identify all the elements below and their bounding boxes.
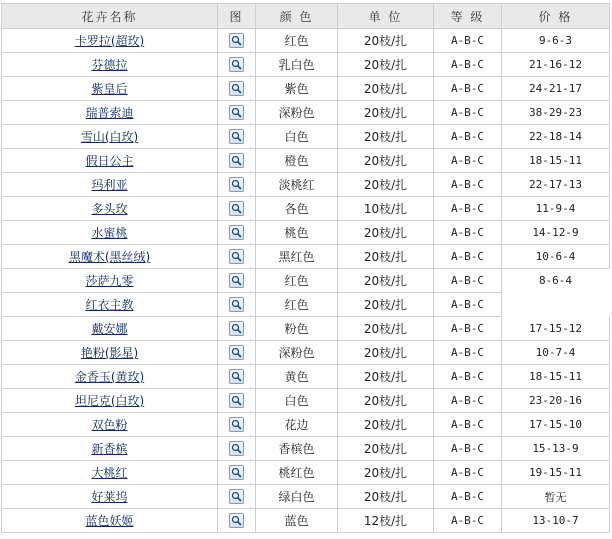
unit-cell: 20枝/扎 (338, 101, 434, 125)
image-cell (218, 389, 256, 413)
flower-name-link[interactable]: 红衣主教 (85, 298, 134, 312)
unit-cell: 20枝/扎 (338, 341, 434, 365)
flower-name-cell (2, 509, 218, 533)
price-cell: 17-15-10 (502, 413, 610, 437)
table-row (2, 101, 610, 125)
magnifier-icon[interactable] (229, 321, 244, 336)
price-cell: 9-6-3 (502, 29, 610, 53)
image-cell (218, 125, 256, 149)
color-cell: 红色 (256, 293, 338, 317)
grade-cell: A-B-C (434, 341, 502, 365)
table-row (2, 269, 610, 293)
unit-cell: 20枝/扎 (338, 269, 434, 293)
price-cell: 15-13-9 (502, 437, 610, 461)
flower-name-link[interactable]: 芬德拉 (91, 58, 128, 72)
table-row (2, 125, 610, 149)
grade-cell: A-B-C (434, 365, 502, 389)
magnifier-icon[interactable] (229, 441, 244, 456)
unit-cell: 20枝/扎 (338, 293, 434, 317)
color-cell: 黄色 (256, 365, 338, 389)
unit-cell: 20枝/扎 (338, 461, 434, 485)
color-cell: 深粉色 (256, 101, 338, 125)
unit-cell: 12枝/扎 (338, 509, 434, 533)
magnifier-icon[interactable] (229, 297, 244, 312)
flower-name-cell (2, 53, 218, 77)
magnifier-icon[interactable] (229, 393, 244, 408)
unit-cell: 20枝/扎 (338, 149, 434, 173)
price-cell: 8-6-4 (502, 269, 610, 317)
magnifier-icon[interactable] (229, 249, 244, 264)
magnifier-icon[interactable] (229, 489, 244, 504)
flower-name-link[interactable]: 水蜜桃 (91, 226, 128, 240)
grade-cell: A-B-C (434, 269, 502, 293)
header-price: 价 格 (502, 4, 610, 29)
image-cell (218, 149, 256, 173)
flower-name-link[interactable]: 瑞普索迪 (85, 106, 134, 120)
color-cell: 红色 (256, 29, 338, 53)
flower-name-cell (2, 221, 218, 245)
unit-cell: 20枝/扎 (338, 29, 434, 53)
table-row (2, 509, 610, 533)
flower-name-link[interactable]: 黑魔术(黑丝绒) (68, 250, 151, 264)
price-cell: 11-9-4 (502, 197, 610, 221)
flower-name-cell (2, 197, 218, 221)
magnifier-icon[interactable] (229, 81, 244, 96)
unit-cell: 10枝/扎 (338, 197, 434, 221)
price-cell: 24-21-17 (502, 77, 610, 101)
price-cell: 18-15-11 (502, 365, 610, 389)
price-cell: 23-20-16 (502, 389, 610, 413)
magnifier-icon[interactable] (229, 153, 244, 168)
grade-cell: A-B-C (434, 197, 502, 221)
grade-cell: A-B-C (434, 29, 502, 53)
image-cell (218, 269, 256, 293)
color-cell: 花边 (256, 413, 338, 437)
flower-name-cell (2, 125, 218, 149)
unit-cell: 20枝/扎 (338, 437, 434, 461)
price-cell: 17-15-12 (502, 317, 610, 341)
flower-name-cell (2, 389, 218, 413)
magnifier-icon[interactable] (229, 369, 244, 384)
table-row (2, 29, 610, 53)
table-row (2, 317, 610, 341)
image-cell (218, 437, 256, 461)
unit-cell: 20枝/扎 (338, 389, 434, 413)
price-cell: 22-17-13 (502, 173, 610, 197)
flower-name-cell (2, 413, 218, 437)
color-cell: 淡桃红 (256, 173, 338, 197)
grade-cell: A-B-C (434, 221, 502, 245)
grade-cell: A-B-C (434, 413, 502, 437)
table-row (2, 245, 610, 269)
magnifier-icon[interactable] (229, 57, 244, 72)
grade-cell: A-B-C (434, 293, 502, 317)
unit-cell: 20枝/扎 (338, 173, 434, 197)
flower-name-link[interactable]: 紫皇后 (91, 82, 128, 96)
header-color: 颜 色 (256, 4, 338, 29)
color-cell: 紫色 (256, 77, 338, 101)
flower-name-link[interactable]: 好莱坞 (91, 490, 128, 504)
flower-name-link[interactable]: 金香玉(黄玫) (74, 370, 145, 384)
flower-name-link[interactable]: 假日公主 (85, 154, 134, 168)
unit-cell: 20枝/扎 (338, 317, 434, 341)
table-row (2, 437, 610, 461)
color-cell: 乳白色 (256, 53, 338, 77)
flower-price-table (1, 3, 610, 533)
header-image: 图 (218, 4, 256, 29)
color-cell: 绿白色 (256, 485, 338, 509)
price-cell: 21-16-12 (502, 53, 610, 77)
color-cell: 粉色 (256, 317, 338, 341)
price-cell: 38-29-23 (502, 101, 610, 125)
flower-name-link[interactable]: 双色粉 (91, 418, 128, 432)
header-grade: 等 级 (434, 4, 502, 29)
magnifier-icon[interactable] (229, 465, 244, 480)
unit-cell: 20枝/扎 (338, 125, 434, 149)
flower-name-link[interactable]: 戴安娜 (91, 322, 128, 336)
image-cell (218, 365, 256, 389)
grade-cell: A-B-C (434, 509, 502, 533)
magnifier-icon[interactable] (229, 417, 244, 432)
magnifier-icon[interactable] (229, 105, 244, 120)
image-cell (218, 485, 256, 509)
unit-cell: 20枝/扎 (338, 245, 434, 269)
flower-name-link[interactable]: 蓝色妖姬 (85, 514, 134, 528)
flower-name-link[interactable]: 大桃红 (91, 466, 128, 480)
color-cell: 白色 (256, 389, 338, 413)
grade-cell: A-B-C (434, 461, 502, 485)
color-cell: 黑红色 (256, 245, 338, 269)
flower-name-link[interactable]: 卡罗拉(超玫) (74, 34, 145, 48)
flower-name-link[interactable]: 艳粉(影星) (80, 346, 139, 360)
header-unit: 单 位 (338, 4, 434, 29)
flower-name-cell (2, 29, 218, 53)
grade-cell: A-B-C (434, 101, 502, 125)
image-cell (218, 461, 256, 485)
grade-cell: A-B-C (434, 437, 502, 461)
magnifier-icon[interactable] (229, 273, 244, 288)
unit-cell: 20枝/扎 (338, 77, 434, 101)
price-cell: 19-15-11 (502, 461, 610, 485)
price-cell: 14-12-9 (502, 221, 610, 245)
unit-cell: 20枝/扎 (338, 221, 434, 245)
flower-name-link[interactable]: 坦尼克(白玫) (74, 394, 145, 408)
grade-cell: A-B-C (434, 389, 502, 413)
color-cell: 红色 (256, 269, 338, 293)
color-cell: 桃红色 (256, 461, 338, 485)
flower-name-cell (2, 77, 218, 101)
image-cell (218, 413, 256, 437)
unit-cell: 20枝/扎 (338, 53, 434, 77)
table-row (2, 221, 610, 245)
flower-name-link[interactable]: 玛利亚 (91, 178, 128, 192)
table-row (2, 413, 610, 437)
price-cell: 22-18-14 (502, 125, 610, 149)
unit-cell: 20枝/扎 (338, 485, 434, 509)
flower-name-cell (2, 173, 218, 197)
color-cell: 桃色 (256, 221, 338, 245)
grade-cell: A-B-C (434, 485, 502, 509)
image-cell (218, 221, 256, 245)
table-row (2, 341, 610, 365)
table-row (2, 461, 610, 485)
color-cell: 蓝色 (256, 509, 338, 533)
image-cell (218, 509, 256, 533)
image-cell (218, 29, 256, 53)
table-row (2, 389, 610, 413)
table-row (2, 485, 610, 509)
magnifier-icon[interactable] (229, 513, 244, 528)
image-cell (218, 101, 256, 125)
magnifier-icon[interactable] (229, 33, 244, 48)
flower-name-link[interactable]: 新香槟 (91, 442, 128, 456)
flower-name-cell (2, 101, 218, 125)
flower-name-cell (2, 293, 218, 317)
flower-name-cell (2, 341, 218, 365)
price-cell: 10-7-4 (502, 341, 610, 365)
magnifier-icon[interactable] (229, 225, 244, 240)
image-cell (218, 173, 256, 197)
grade-cell: A-B-C (434, 125, 502, 149)
table-row (2, 365, 610, 389)
flower-name-cell (2, 149, 218, 173)
flower-name-cell (2, 365, 218, 389)
price-cell: 暂无 (502, 485, 610, 509)
magnifier-icon[interactable] (229, 201, 244, 216)
grade-cell: A-B-C (434, 317, 502, 341)
image-cell (218, 53, 256, 77)
flower-name-cell (2, 317, 218, 341)
table-row (2, 53, 610, 77)
image-cell (218, 197, 256, 221)
table-row (2, 173, 610, 197)
magnifier-icon[interactable] (229, 129, 244, 144)
grade-cell: A-B-C (434, 77, 502, 101)
color-cell: 香槟色 (256, 437, 338, 461)
image-cell (218, 245, 256, 269)
header-flower-name: 花卉名称 (2, 4, 218, 29)
image-cell (218, 317, 256, 341)
color-cell: 深粉色 (256, 341, 338, 365)
magnifier-icon[interactable] (229, 345, 244, 360)
image-cell (218, 341, 256, 365)
flower-name-cell (2, 437, 218, 461)
grade-cell: A-B-C (434, 53, 502, 77)
price-cell: 10-6-4 (502, 245, 610, 269)
magnifier-icon[interactable] (229, 177, 244, 192)
unit-cell: 20枝/扎 (338, 413, 434, 437)
grade-cell: A-B-C (434, 173, 502, 197)
color-cell: 橙色 (256, 149, 338, 173)
flower-name-cell (2, 245, 218, 269)
price-cell: 13-10-7 (502, 509, 610, 533)
price-cell: 18-15-11 (502, 149, 610, 173)
flower-name-link[interactable]: 莎萨九零 (85, 274, 134, 288)
color-cell: 白色 (256, 125, 338, 149)
flower-name-cell (2, 461, 218, 485)
table-row (2, 197, 610, 221)
table-row (2, 149, 610, 173)
unit-cell: 20枝/扎 (338, 365, 434, 389)
flower-name-cell (2, 269, 218, 293)
color-cell: 各色 (256, 197, 338, 221)
grade-cell: A-B-C (434, 149, 502, 173)
table-row (2, 77, 610, 101)
flower-name-cell (2, 485, 218, 509)
image-cell (218, 293, 256, 317)
flower-name-link[interactable]: 雪山(白玫) (80, 130, 139, 144)
grade-cell: A-B-C (434, 245, 502, 269)
image-cell (218, 77, 256, 101)
flower-name-link[interactable]: 多头玫 (91, 202, 128, 216)
header-row (2, 4, 610, 29)
